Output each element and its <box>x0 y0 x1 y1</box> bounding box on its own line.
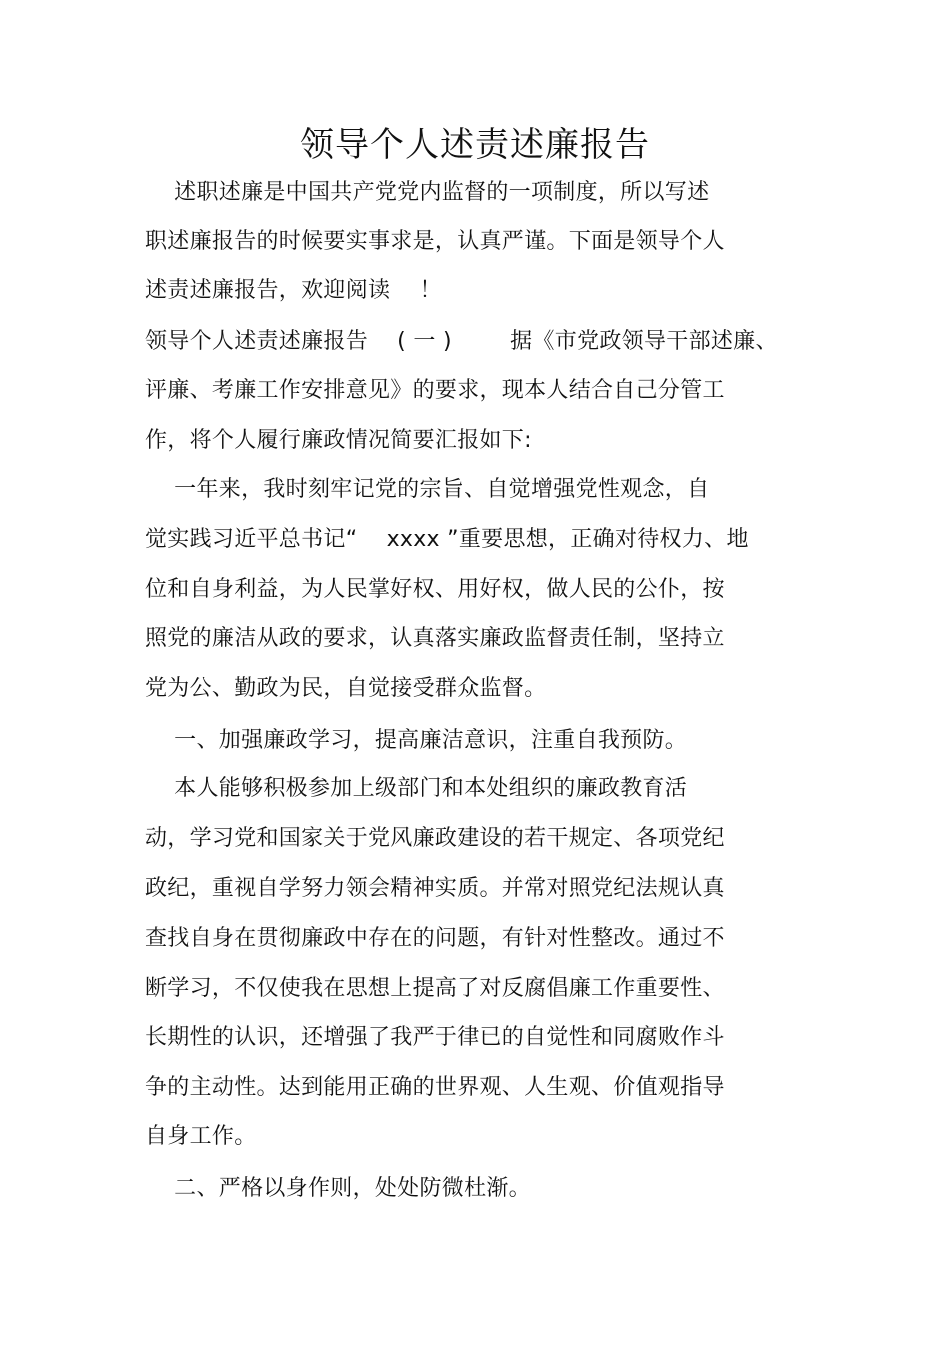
body-line: 一年来，我时刻牢记党的宗旨、自觉增强党性观念，自 <box>145 477 710 502</box>
body-line: 职述廉报告的时候要实事求是，认真严谨。下面是领导个人 <box>145 229 725 254</box>
body-line: 断学习，不仅使我在思想上提高了对反腐倡廉工作重要性、 <box>145 976 725 1001</box>
body-line: 评廉、考廉工作安排意见》的要求，现本人结合自己分管工 <box>145 378 725 403</box>
body-line: 觉实践习近平总书记“ xxxx ”重要思想，正确对待权力、地 <box>145 527 749 552</box>
body-line: 查找自身在贯彻廉政中存在的问题，有针对性整改。通过不 <box>145 926 725 951</box>
body-line: 领导个人述责述廉报告 ( 一 ) 据《市党政领导干部述廉、 <box>145 329 778 354</box>
body-line: 自身工作。 <box>145 1124 257 1149</box>
body-line: 述职述廉是中国共产党党内监督的一项制度，所以写述 <box>145 180 710 205</box>
body-line: 述责述廉报告，欢迎阅读 ！ <box>145 278 442 303</box>
body-line: 作，将个人履行廉政情况简要汇报如下: <box>145 428 532 453</box>
body-line: 政纪，重视自学努力领会精神实质。并常对照党纪法规认真 <box>145 876 725 901</box>
body-line: 动，学习党和国家关于党风廉政建设的若干规定、各项党纪 <box>145 826 725 851</box>
section-heading: 二、严格以身作则，处处防微杜渐。 <box>145 1176 531 1201</box>
document-title: 领导个人述责述廉报告 <box>300 125 650 165</box>
body-line: 本人能够积极参加上级部门和本处组织的廉政教育活 <box>145 776 688 801</box>
body-line: 党为公、勤政为民，自觉接受群众监督。 <box>145 676 547 701</box>
body-line: 争的主动性。达到能用正确的世界观、人生观、价值观指导 <box>145 1075 725 1100</box>
body-line: 长期性的认识，还增强了我严于律已的自觉性和同腐败作斗 <box>145 1025 725 1050</box>
section-heading: 一、加强廉政学习，提高廉洁意识，注重自我预防。 <box>145 728 688 753</box>
body-line: 照党的廉洁从政的要求，认真落实廉政监督责任制，坚持立 <box>145 626 725 651</box>
body-line: 位和自身利益，为人民掌好权、用好权，做人民的公仆，按 <box>145 577 725 602</box>
